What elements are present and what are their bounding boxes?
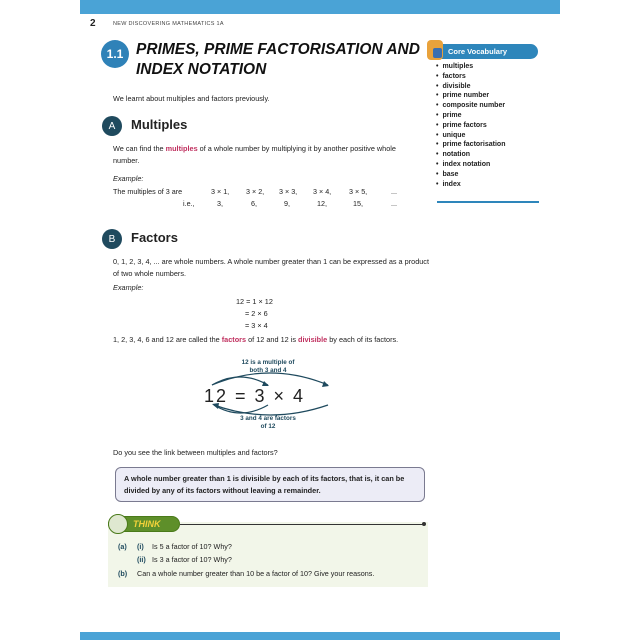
vocab-item: • multiples — [436, 62, 505, 72]
multiples-values-row: i.e., 3, 6, 9, 12, 15, ... — [183, 199, 397, 208]
thinking-head-icon — [108, 514, 128, 534]
question-text: Can a whole number greater than 10 be a factor of 10? Give your reasons. — [137, 569, 375, 578]
vocab-item: • base — [436, 170, 505, 180]
vocabulary-divider — [437, 201, 539, 203]
subsection-a-title: Multiples — [131, 117, 188, 132]
subsection-b-badge: B — [102, 229, 122, 249]
subsection-b-title: Factors — [131, 230, 178, 245]
link-question: Do you see the link between multiples and factors? — [113, 448, 278, 457]
vocab-item: • index — [436, 180, 505, 190]
vocabulary-icon — [427, 40, 443, 60]
vocab-item: • factors — [436, 72, 505, 82]
top-color-bar — [80, 0, 560, 14]
multiples-definition: We can find the multiples of a whole number by multiplying it by another positive whole number. — [113, 144, 396, 165]
book-title: NEW DISCOVERING MATHEMATICS 1A — [113, 21, 224, 27]
question-sub-label: (ii) — [137, 555, 146, 564]
question-text: Is 3 a factor of 10? Why? — [152, 555, 232, 564]
diagram-bottom-label: 3 and 4 are factors of 12 — [240, 415, 296, 430]
question-text: Is 5 a factor of 10? Why? — [152, 542, 232, 551]
question-sub-label: (i) — [137, 542, 144, 551]
subsection-a-badge: A — [102, 116, 122, 136]
divisibility-callout-box: A whole number greater than 1 is divisible by each of its factors, that is, it can be divided by any of its factors without leaving a remainder. — [115, 467, 425, 502]
diagram-top-label: 12 is a multiple of both 3 and 4 — [241, 359, 295, 374]
example-label-a: Example: — [113, 174, 144, 183]
vocab-item: • prime factors — [436, 121, 505, 131]
equation-line: 12 = 1 × 12 — [236, 297, 273, 306]
bottom-color-bar — [80, 632, 560, 640]
page-number: 2 — [90, 18, 96, 29]
vocab-item: • unique — [436, 131, 505, 141]
section-number-badge: 1.1 — [101, 40, 129, 68]
vocab-item: • composite number — [436, 101, 505, 111]
section-title: PRIMES, PRIME FACTORISATION AND INDEX NOTATION — [136, 41, 420, 78]
core-vocabulary-list — [436, 62, 505, 189]
diagram-expression: 12 = 3 × 4 — [204, 386, 306, 406]
equation-line: = 3 × 4 — [245, 321, 268, 330]
keyword-multiples: multiples — [165, 144, 198, 153]
factors-definition: 1, 2, 3, 4, 6 and 12 are called the factors of 12 and 12 is divisible by each of its factors. — [113, 335, 399, 344]
intro-text: We learnt about multiples and factors previously. — [113, 94, 270, 103]
example-label-b: Example: — [113, 283, 144, 292]
core-vocabulary-heading: Core Vocabulary — [430, 44, 538, 59]
think-badge: THINK — [108, 516, 180, 532]
multiples-factors-diagram — [190, 355, 340, 440]
think-question: (a) — [118, 542, 127, 551]
whole-numbers-paragraph: 0, 1, 2, 3, 4, ... are whole numbers. A whole number greater than 1 can be expressed as a product of two whole numbers. — [113, 257, 429, 278]
think-divider-line — [180, 524, 424, 525]
question-part-label: (b) — [118, 569, 128, 578]
think-line-dot — [422, 522, 426, 526]
vocab-item: • prime — [436, 111, 505, 121]
keyword-factors: factors — [221, 335, 247, 344]
vocab-item: • index notation — [436, 160, 505, 170]
equation-line: = 2 × 6 — [245, 309, 268, 318]
keyword-divisible: divisible — [298, 335, 328, 344]
vocab-item: • divisible — [436, 82, 505, 92]
vocab-item: • notation — [436, 150, 505, 160]
multiples-row: The multiples of 3 are 3 × 1, 3 × 2, 3 × 3, 3 × 4, 3 × 5, ... — [113, 187, 397, 196]
vocab-item: • prime number — [436, 91, 505, 101]
vocab-item: • prime factorisation — [436, 140, 505, 150]
